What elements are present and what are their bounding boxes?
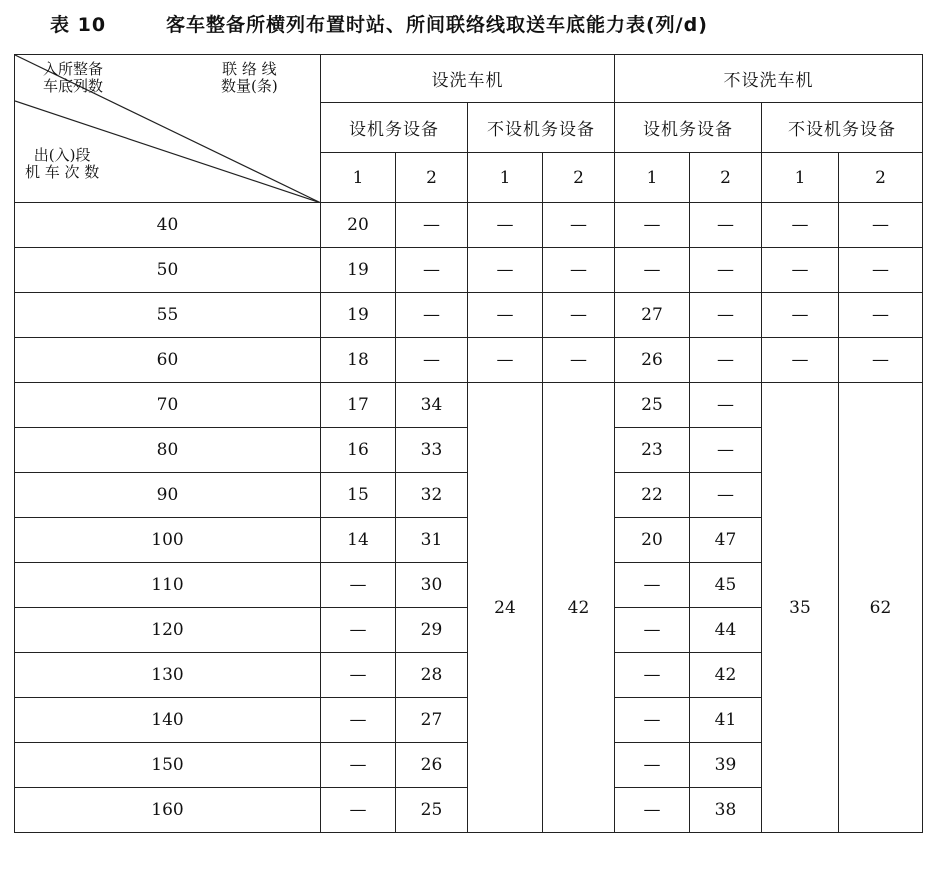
capacity-cell: — bbox=[690, 203, 762, 248]
capacity-cell: 19 bbox=[321, 248, 396, 293]
corner-header bbox=[15, 55, 321, 203]
capacity-cell: 42 bbox=[690, 653, 762, 698]
locomotive-count-cell: 150 bbox=[15, 743, 321, 788]
capacity-cell: — bbox=[615, 743, 690, 788]
capacity-cell: 26 bbox=[396, 743, 468, 788]
merged-capacity-cell: 24 bbox=[468, 383, 543, 833]
merged-capacity-cell: 35 bbox=[762, 383, 839, 833]
capacity-cell: 31 bbox=[396, 518, 468, 563]
capacity-cell: — bbox=[468, 203, 543, 248]
group-header-nowash: 不设洗车机 bbox=[615, 55, 923, 103]
capacity-cell: 32 bbox=[396, 473, 468, 518]
capacity-cell: — bbox=[543, 338, 615, 383]
merged-capacity-cell: 62 bbox=[839, 383, 923, 833]
capacity-cell: — bbox=[839, 293, 923, 338]
capacity-cell: — bbox=[543, 293, 615, 338]
capacity-cell: 20 bbox=[615, 518, 690, 563]
capacity-cell: — bbox=[321, 743, 396, 788]
corner-lines-label: 联 络 线 数量(条) bbox=[221, 60, 278, 95]
capacity-cell: — bbox=[396, 203, 468, 248]
corner-locomotive-label: 出(入)段 机 车 次 数 bbox=[25, 146, 100, 181]
locomotive-count-cell: 70 bbox=[15, 383, 321, 428]
capacity-cell: 22 bbox=[615, 473, 690, 518]
capacity-cell: 47 bbox=[690, 518, 762, 563]
capacity-cell: — bbox=[615, 788, 690, 833]
capacity-cell: — bbox=[615, 563, 690, 608]
capacity-cell: — bbox=[321, 653, 396, 698]
locomotive-count-cell: 55 bbox=[15, 293, 321, 338]
capacity-cell: — bbox=[321, 608, 396, 653]
capacity-cell: 18 bbox=[321, 338, 396, 383]
line-count-8: 2 bbox=[839, 153, 923, 203]
capacity-cell: — bbox=[762, 248, 839, 293]
capacity-cell: — bbox=[690, 338, 762, 383]
capacity-cell: — bbox=[762, 338, 839, 383]
capacity-cell: — bbox=[396, 293, 468, 338]
capacity-cell: — bbox=[690, 293, 762, 338]
capacity-cell: 14 bbox=[321, 518, 396, 563]
capacity-cell: 34 bbox=[396, 383, 468, 428]
capacity-cell: — bbox=[468, 293, 543, 338]
group-header-wash: 设洗车机 bbox=[321, 55, 615, 103]
line-count-3: 1 bbox=[468, 153, 543, 203]
capacity-cell: — bbox=[839, 248, 923, 293]
capacity-cell: 17 bbox=[321, 383, 396, 428]
capacity-cell: — bbox=[615, 248, 690, 293]
table-row bbox=[15, 203, 923, 248]
capacity-cell: — bbox=[321, 563, 396, 608]
line-count-7: 1 bbox=[762, 153, 839, 203]
capacity-cell: — bbox=[468, 338, 543, 383]
corner-rows-label: 入所整备 车底列数 bbox=[43, 60, 104, 95]
capacity-cell: — bbox=[321, 698, 396, 743]
locomotive-count-cell: 90 bbox=[15, 473, 321, 518]
locomotive-count-cell: 110 bbox=[15, 563, 321, 608]
capacity-table bbox=[14, 54, 923, 833]
capacity-cell: — bbox=[690, 383, 762, 428]
merged-capacity-cell: 42 bbox=[543, 383, 615, 833]
subheader-wash-with-depot: 设机务设备 bbox=[321, 103, 468, 153]
capacity-cell: 15 bbox=[321, 473, 396, 518]
locomotive-count-cell: 80 bbox=[15, 428, 321, 473]
table-caption bbox=[0, 4, 935, 38]
capacity-cell: — bbox=[543, 248, 615, 293]
subheader-nowash-without-depot: 不设机务设备 bbox=[762, 103, 923, 153]
capacity-cell: — bbox=[615, 653, 690, 698]
line-count-1: 1 bbox=[321, 153, 396, 203]
capacity-cell: 25 bbox=[396, 788, 468, 833]
capacity-cell: 45 bbox=[690, 563, 762, 608]
locomotive-count-cell: 60 bbox=[15, 338, 321, 383]
capacity-cell: 23 bbox=[615, 428, 690, 473]
table-row bbox=[15, 383, 923, 428]
capacity-cell: 19 bbox=[321, 293, 396, 338]
table-row bbox=[15, 248, 923, 293]
capacity-cell: — bbox=[839, 203, 923, 248]
capacity-cell: 41 bbox=[690, 698, 762, 743]
subheader-nowash-with-depot: 设机务设备 bbox=[615, 103, 762, 153]
subheader-wash-without-depot: 不设机务设备 bbox=[468, 103, 615, 153]
capacity-cell: 38 bbox=[690, 788, 762, 833]
locomotive-count-cell: 160 bbox=[15, 788, 321, 833]
capacity-cell: 28 bbox=[396, 653, 468, 698]
table-number: 表 10 bbox=[50, 14, 107, 36]
capacity-cell: — bbox=[690, 248, 762, 293]
capacity-cell: 27 bbox=[615, 293, 690, 338]
line-count-6: 2 bbox=[690, 153, 762, 203]
capacity-cell: — bbox=[615, 608, 690, 653]
capacity-cell: 30 bbox=[396, 563, 468, 608]
capacity-cell: 44 bbox=[690, 608, 762, 653]
locomotive-count-cell: 120 bbox=[15, 608, 321, 653]
capacity-cell: — bbox=[321, 788, 396, 833]
table-row bbox=[15, 338, 923, 383]
capacity-cell: 25 bbox=[615, 383, 690, 428]
capacity-cell: — bbox=[690, 473, 762, 518]
table-title: 客车整备所横列布置时站、所间联络线取送车底能力表(列/d) bbox=[166, 14, 708, 36]
capacity-cell: 29 bbox=[396, 608, 468, 653]
capacity-cell: — bbox=[396, 248, 468, 293]
capacity-cell: 20 bbox=[321, 203, 396, 248]
locomotive-count-cell: 50 bbox=[15, 248, 321, 293]
locomotive-count-cell: 140 bbox=[15, 698, 321, 743]
capacity-cell: 27 bbox=[396, 698, 468, 743]
capacity-cell: — bbox=[543, 203, 615, 248]
capacity-cell: — bbox=[762, 293, 839, 338]
capacity-cell: — bbox=[615, 698, 690, 743]
capacity-cell: — bbox=[762, 203, 839, 248]
locomotive-count-cell: 130 bbox=[15, 653, 321, 698]
capacity-cell: — bbox=[839, 338, 923, 383]
capacity-cell: 33 bbox=[396, 428, 468, 473]
capacity-cell: — bbox=[615, 203, 690, 248]
capacity-cell: 16 bbox=[321, 428, 396, 473]
line-count-4: 2 bbox=[543, 153, 615, 203]
capacity-cell: — bbox=[690, 428, 762, 473]
capacity-cell: — bbox=[396, 338, 468, 383]
table-row bbox=[15, 293, 923, 338]
capacity-cell: — bbox=[468, 248, 543, 293]
locomotive-count-cell: 100 bbox=[15, 518, 321, 563]
capacity-cell: 39 bbox=[690, 743, 762, 788]
capacity-cell: 26 bbox=[615, 338, 690, 383]
line-count-5: 1 bbox=[615, 153, 690, 203]
line-count-2: 2 bbox=[396, 153, 468, 203]
locomotive-count-cell: 40 bbox=[15, 203, 321, 248]
